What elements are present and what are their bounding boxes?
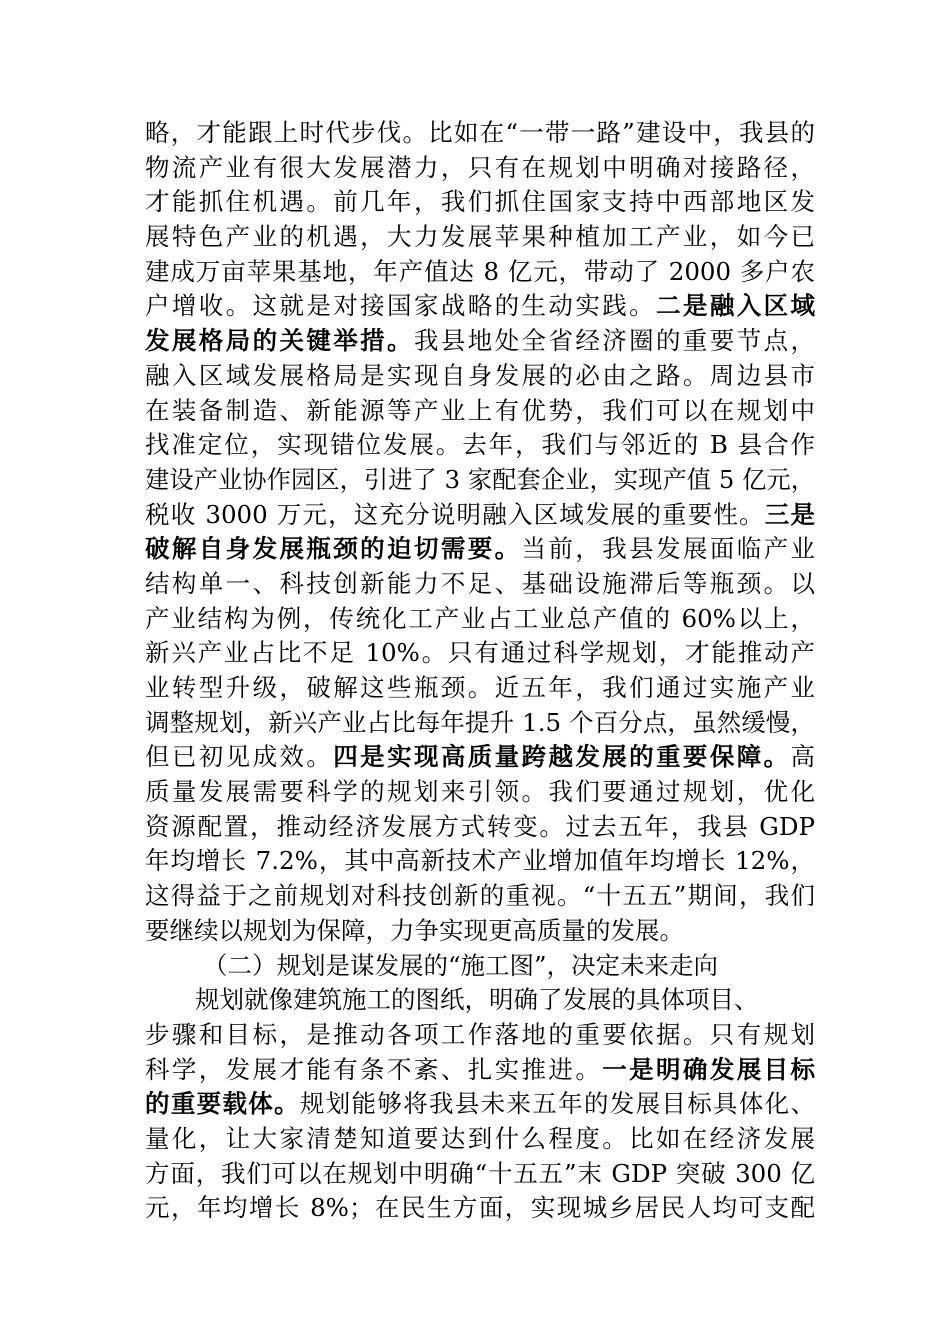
text-run: 结构单一、科技创新能力不足、基础设施滞后等瓶颈。以 [145,568,815,598]
section-heading [145,949,815,984]
text-line [145,463,815,498]
text-line [145,151,815,186]
text-line [145,359,815,394]
text-run: 资源配置，推动经济发展方式转变。过去五年，我县 GDP [145,811,815,841]
text-line [145,567,815,602]
bold-lead-phrase: 一是明确发展目标 [602,1054,816,1084]
text-line [145,810,815,845]
text-line [145,740,815,775]
text-run: 规划就像建筑施工的图纸，明确了发展的具体项目、 [195,985,759,1015]
text-run: 我县地处全省经济圈的重要节点， [413,326,816,356]
text-run: 业转型升级，破解这些瓶颈。近五年，我们通过实施产业 [145,673,815,702]
text-run: 步骤和目标，是推动各项工作落地的重要依据。只有规划 [145,1019,815,1049]
text-run: 质量发展需要科学的规划来引领。我们要通过规划，优化 [145,777,815,807]
text-line [145,602,815,637]
text-run: 建设产业协作园区，引进了 3 家配套企业，实现产值 5 亿元， [145,464,815,494]
text-line [145,116,815,151]
text-run: 找准定位，实现错位发展。去年，我们与邻近的 B 县合作 [145,430,815,460]
bold-lead-phrase: 破解自身发展瓶颈的迫切需要。 [145,534,522,564]
text-run: （二）规划是谋发展的“施工图”，决定未来走向 [203,950,719,980]
text-line [145,428,815,463]
text-run: 产业结构为例，传统化工产业占工业总产值的 60%以上， [145,603,815,633]
text-line [145,1191,815,1226]
text-line [145,636,815,671]
text-run: 年均增长 7.2%，其中高新技术产业增加值年均增长 12%， [145,846,815,876]
text-run: 科学，发展才能有条不紊、扎实推进。 [145,1054,603,1084]
text-line [145,1157,815,1192]
text-run: 物流产业有很大发展潜力，只有在规划中明确对接路径， [145,152,815,182]
text-run: 新兴产业占比不足 10%。只有通过科学规划，才能推动产 [145,638,815,668]
text-run: 调整规划，新兴产业占比每年提升 1.5 个百分点，虽然缓慢， [145,707,815,737]
text-run: 展特色产业的机遇，大力发展苹果种植加工产业，如今已 [145,222,815,252]
bold-lead-phrase: 的重要载体。 [145,1089,300,1119]
text-run: 这得益于之前规划对科技创新的重视。“十五五”期间，我们 [145,881,815,911]
text-run: 才能抓住机遇。前几年，我们抓住国家支持中西部地区发 [145,187,815,217]
text-line [145,671,815,706]
text-line [145,983,815,1018]
bold-lead-phrase: 二是融入区域 [656,291,816,321]
text-run: 元，年均增长 8%；在民生方面，实现城乡居民人均可支配 [145,1193,815,1223]
text-run: 略，才能跟上时代步伐。比如在“一带一路”建设中，我县的 [145,118,815,147]
text-run: 方面，我们可以在规划中明确“十五五”末 GDP 突破 300 亿 [145,1158,815,1188]
text-line [145,220,815,255]
text-run: 高 [790,742,816,772]
text-line [145,1087,815,1122]
text-line [145,394,815,429]
text-run: 在装备制造、新能源等产业上有优势，我们可以在规划中 [145,395,815,425]
text-line [145,498,815,533]
bold-lead-phrase: 三是 [764,499,815,529]
text-line [145,914,815,949]
text-line [145,706,815,741]
text-line [145,1053,815,1088]
text-line [145,775,815,810]
text-line [145,1018,815,1053]
text-line [145,324,815,359]
text-run: 当前，我县发展面临产业 [521,534,816,564]
text-line [145,255,815,290]
bold-lead-phrase: 四是实现高质量跨越发展的重要保障。 [333,742,791,772]
text-run: 融入区域发展格局是实现自身发展的必由之路。周边县市 [145,360,815,390]
text-line [145,1122,815,1157]
text-line [145,289,815,324]
text-line [145,185,815,220]
text-line [145,532,815,567]
text-run: 要继续以规划为保障，力争实现更高质量的发展。 [145,915,684,945]
bold-lead-phrase: 发展格局的关键举措。 [145,326,414,356]
text-run: 量化，让大家清楚知道要达到什么程度。比如在经济发展 [145,1123,815,1153]
text-line [145,844,815,879]
body-text [145,116,815,1226]
text-run: 税收 3000 万元，这充分说明融入区域发展的重要性。 [145,499,765,529]
text-run: 户增收。这就是对接国家战略的生动实践。 [145,291,657,321]
text-run: 但已初见成效。 [145,742,334,772]
text-line [145,879,815,914]
text-run: 规划能够将我县未来五年的发展目标具体化、 [299,1089,815,1119]
text-run: 建成万亩苹果基地，年产值达 8 亿元，带动了 2000 多户农 [145,256,815,286]
